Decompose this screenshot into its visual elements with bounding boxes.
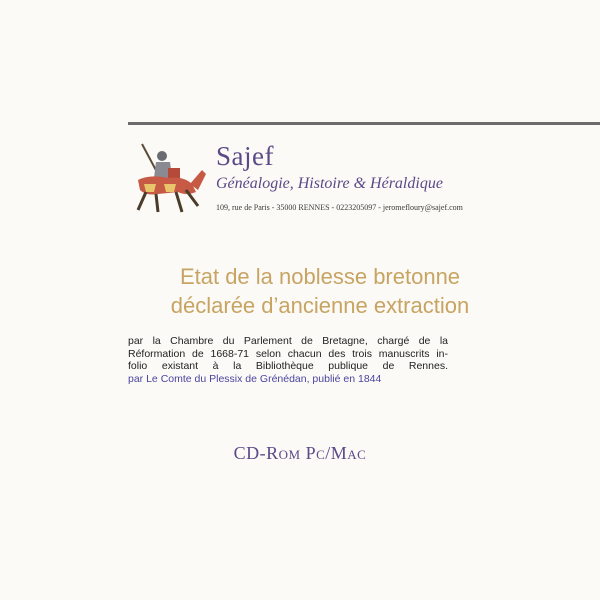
- cover-description: [128, 335, 448, 385]
- description-line-1: par la Chambre du Parlement de Bretagne, chargé de la: [128, 335, 448, 347]
- title-line-1: Etat de la noblesse bretonne: [179, 264, 461, 289]
- cover-title: [140, 262, 500, 320]
- knight-on-horse-icon: [128, 140, 208, 214]
- title-line-2: déclarée d’ancienne extraction: [170, 293, 470, 318]
- brand-address: 109, rue de Paris - 35000 RENNES - 0223205097 - jeromefloury@sajef.com: [216, 203, 463, 212]
- author-line: par Le Comte du Plessix de Grénédan, publié en 1844: [128, 372, 382, 385]
- brand-tagline: Généalogie, Histoire & Héraldique: [216, 175, 443, 192]
- brand-name: Sajef: [216, 141, 274, 171]
- description-line-2: Réformation de 1668-71 selon chacun des trois manuscrits in-: [128, 347, 448, 360]
- top-rule: [128, 122, 600, 125]
- media-label: CD-Rom Pc/Mac: [233, 443, 367, 463]
- description-line-3: folio existant à la Bibliothèque publique de Rennes.: [128, 360, 448, 373]
